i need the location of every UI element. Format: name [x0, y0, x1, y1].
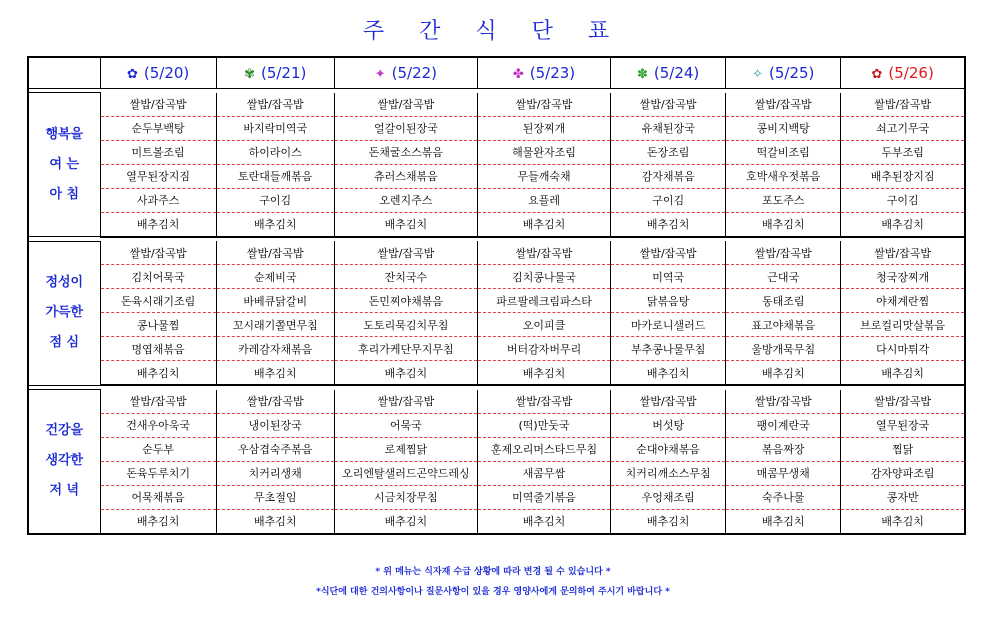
- menu-item: 배추김치: [334, 212, 477, 237]
- flower-icon: ✦: [374, 67, 386, 82]
- menu-item: 쌀밥/잡곡밥: [100, 93, 216, 117]
- date-header: [841, 57, 965, 89]
- menu-item: 미역줄기볶음: [477, 485, 610, 509]
- date-header-row: [28, 57, 965, 89]
- menu-item: 감자양파조림: [841, 461, 965, 485]
- meal-label-line: 점 심: [49, 335, 80, 350]
- menu-item: 돈육시래기조림: [100, 289, 216, 313]
- menu-item: 쌀밥/잡곡밥: [100, 241, 216, 265]
- menu-item: 무초절임: [216, 485, 334, 509]
- weekly-menu-table: [27, 56, 966, 535]
- menu-item: 포도주스: [726, 188, 841, 212]
- menu-item: 김치콩나물국: [477, 265, 610, 289]
- menu-item: 후리가케단무지무침: [334, 337, 477, 361]
- contact-note: *식단에 대한 건의사항이나 질문사항이 있을 경우 영양사에게 문의하여 주시기 바랍니다 *: [316, 587, 670, 597]
- date-label: (5/21): [260, 64, 307, 82]
- date-header: [611, 57, 726, 89]
- meal-label-line: 저 녁: [49, 483, 80, 499]
- menu-item: 미트볼조림: [100, 140, 216, 164]
- menu-item: 츄러스채볶음: [334, 164, 477, 188]
- menu-item: 도토리묵김치무침: [334, 313, 477, 337]
- menu-item: 쇠고기무국: [841, 116, 965, 140]
- menu-item: 콩비지백탕: [726, 116, 841, 140]
- menu-item: 치커리생채: [216, 461, 334, 485]
- menu-item: 쌀밥/잡곡밥: [726, 390, 841, 414]
- menu-item: 우엉채조림: [611, 485, 726, 509]
- menu-item: 콩나물찜: [100, 313, 216, 337]
- menu-item: 호박새우젓볶음: [726, 164, 841, 188]
- menu-item: 배추김치: [334, 509, 477, 534]
- menu-item: 쌀밥/잡곡밥: [334, 93, 477, 117]
- menu-item: 파르팔레크림파스타: [477, 289, 610, 313]
- dinner-row: [28, 390, 965, 414]
- lunch-label: [28, 241, 100, 385]
- menu-item: 콩자반: [841, 485, 965, 509]
- menu-item: 배추김치: [216, 212, 334, 237]
- menu-item: 배추김치: [216, 361, 334, 386]
- menu-item: 돈장조림: [611, 140, 726, 164]
- plant-icon: ✽: [636, 67, 648, 82]
- menu-item: 쌀밥/잡곡밥: [611, 93, 726, 117]
- menu-item: 열무된장국: [841, 413, 965, 437]
- menu-item: 배추김치: [100, 212, 216, 237]
- menu-item: 쌀밥/잡곡밥: [611, 390, 726, 414]
- menu-item: 쌀밥/잡곡밥: [726, 93, 841, 117]
- menu-item: 쌀밥/잡곡밥: [216, 390, 334, 414]
- lunch-row: [28, 313, 965, 337]
- menu-item: 훈제오리머스타드무침: [477, 437, 610, 461]
- date-label: (5/20): [143, 64, 190, 82]
- date-header: [216, 57, 334, 89]
- menu-item: 야채계란찜: [841, 289, 965, 313]
- meal-label-line: 건강을: [45, 423, 84, 439]
- menu-item: 토란대들깨볶음: [216, 164, 334, 188]
- breakfast-row: [28, 93, 965, 117]
- menu-item: 숙주나물: [726, 485, 841, 509]
- dinner-row: [28, 413, 965, 437]
- menu-item: 동태조림: [726, 289, 841, 313]
- menu-item: 쌀밥/잡곡밥: [216, 93, 334, 117]
- breakfast-label: [28, 93, 100, 237]
- menu-item: 바지락미역국: [216, 116, 334, 140]
- menu-item: 배추김치: [100, 361, 216, 386]
- menu-item: 카레감자채볶음: [216, 337, 334, 361]
- meal-label-line: 가득한: [45, 305, 84, 320]
- menu-item: 쌀밥/잡곡밥: [477, 93, 610, 117]
- menu-item: 요플레: [477, 188, 610, 212]
- menu-item: 돈채굴소스볶음: [334, 140, 477, 164]
- menu-item: 쌀밥/잡곡밥: [611, 241, 726, 265]
- meal-label-line: 정성이: [45, 275, 84, 290]
- menu-item: 잔치국수: [334, 265, 477, 289]
- turtle-icon: ✾: [244, 67, 255, 82]
- breakfast-row: [28, 140, 965, 164]
- paw-icon: ✿: [126, 67, 138, 82]
- meal-label-line: 여 는: [49, 156, 80, 172]
- menu-item: 얼갈이된장국: [334, 116, 477, 140]
- lunch-row: [28, 361, 965, 386]
- menu-item: 부추콩나물무침: [611, 337, 726, 361]
- menu-item: (떡)만둣국: [477, 413, 610, 437]
- menu-item: 배추김치: [611, 509, 726, 534]
- menu-item: 꼬시래기쫄면무침: [216, 313, 334, 337]
- lunch-row: [28, 337, 965, 361]
- date-label: (5/23): [529, 64, 576, 82]
- header-corner: [28, 57, 100, 89]
- menu-item: 청국장찌개: [841, 265, 965, 289]
- dinner-row: [28, 437, 965, 461]
- menu-item: 구이김: [611, 188, 726, 212]
- menu-item: 구이김: [216, 188, 334, 212]
- menu-item: 시금치장무침: [334, 485, 477, 509]
- menu-item: 배추김치: [841, 509, 965, 534]
- menu-item: 배추김치: [216, 509, 334, 534]
- menu-item: 사과주스: [100, 188, 216, 212]
- menu-item: 버터감자버무리: [477, 337, 610, 361]
- dinner-label: [28, 390, 100, 534]
- menu-item: 오이피클: [477, 313, 610, 337]
- menu-item: 구이김: [841, 188, 965, 212]
- menu-item: 유채된장국: [611, 116, 726, 140]
- menu-item: 쌀밥/잡곡밥: [477, 241, 610, 265]
- gift-icon: ✤: [512, 67, 524, 82]
- bear-icon: ✿: [871, 67, 883, 82]
- menu-item: 쌀밥/잡곡밥: [726, 241, 841, 265]
- dinner-row: [28, 485, 965, 509]
- menu-item: 쌀밥/잡곡밥: [334, 241, 477, 265]
- menu-item: 순두부백탕: [100, 116, 216, 140]
- menu-item: 바베큐닭갈비: [216, 289, 334, 313]
- menu-item: 근대국: [726, 265, 841, 289]
- menu-item: 쌀밥/잡곡밥: [477, 390, 610, 414]
- menu-item: 배추김치: [726, 509, 841, 534]
- menu-item: 오렌지주스: [334, 188, 477, 212]
- breakfast-row: [28, 212, 965, 237]
- menu-item: 열무된장지짐: [100, 164, 216, 188]
- menu-item: 순대야채볶음: [611, 437, 726, 461]
- menu-item: 치커리깨소스무침: [611, 461, 726, 485]
- menu-item: 배추김치: [726, 361, 841, 386]
- menu-change-note: * 위 메뉴는 식자재 수급 상황에 따라 변경 될 수 있습니다 *: [375, 567, 611, 577]
- menu-item: 배추김치: [841, 212, 965, 237]
- menu-item: 냉이된장국: [216, 413, 334, 437]
- cup-icon: ✧: [752, 67, 763, 82]
- lunch-row: [28, 265, 965, 289]
- menu-item: 배추김치: [726, 212, 841, 237]
- menu-item: 명엽채볶음: [100, 337, 216, 361]
- menu-item: 찜닭: [841, 437, 965, 461]
- date-header: [334, 57, 477, 89]
- date-header: [100, 57, 216, 89]
- menu-item: 마카로니샐러드: [611, 313, 726, 337]
- menu-item: 닭볶음탕: [611, 289, 726, 313]
- date-header: [477, 57, 610, 89]
- menu-item: 배추김치: [477, 509, 610, 534]
- date-label: (5/22): [391, 64, 438, 82]
- menu-item: 어묵채볶음: [100, 485, 216, 509]
- menu-item: 두부조림: [841, 140, 965, 164]
- page-title: 주 간 식 단 표: [362, 19, 624, 44]
- menu-item: 새콤무쌈: [477, 461, 610, 485]
- date-label: (5/24): [653, 64, 700, 82]
- menu-item: 다시마튀각: [841, 337, 965, 361]
- menu-item: 배추김치: [611, 212, 726, 237]
- menu-item: 돈육두루치기: [100, 461, 216, 485]
- menu-item: 쌀밥/잡곡밥: [334, 390, 477, 414]
- menu-item: 떡갈비조림: [726, 140, 841, 164]
- menu-item: 건새우아욱국: [100, 413, 216, 437]
- menu-item: 배추김치: [841, 361, 965, 386]
- menu-item: 쌀밥/잡곡밥: [841, 93, 965, 117]
- menu-item: 배추김치: [611, 361, 726, 386]
- menu-item: 순제비국: [216, 265, 334, 289]
- menu-item: 오리엔탈샐러드곤약드레싱: [334, 461, 477, 485]
- menu-item: 우삼겹숙주볶음: [216, 437, 334, 461]
- meal-label-line: 행복을: [45, 126, 84, 142]
- meal-label-line: 아 침: [49, 186, 80, 202]
- lunch-row: [28, 289, 965, 313]
- menu-item: 무들깨숙채: [477, 164, 610, 188]
- menu-item: 배추된장지짐: [841, 164, 965, 188]
- menu-item: 미역국: [611, 265, 726, 289]
- meal-label-line: 생각한: [45, 453, 84, 469]
- menu-item: 울방개묵무침: [726, 337, 841, 361]
- menu-item: 배추김치: [334, 361, 477, 386]
- menu-item: 볶음짜장: [726, 437, 841, 461]
- date-label: (5/25): [769, 64, 815, 82]
- lunch-row: [28, 241, 965, 265]
- menu-item: 김치어묵국: [100, 265, 216, 289]
- menu-item: 어묵국: [334, 413, 477, 437]
- menu-item: 돈민찌야채볶음: [334, 289, 477, 313]
- breakfast-row: [28, 164, 965, 188]
- menu-item: 쌀밥/잡곡밥: [100, 390, 216, 414]
- menu-item: 쌀밥/잡곡밥: [841, 241, 965, 265]
- breakfast-row: [28, 188, 965, 212]
- menu-item: 배추김치: [100, 509, 216, 534]
- menu-item: 브로컬리맛살볶음: [841, 313, 965, 337]
- menu-item: 로제찜닭: [334, 437, 477, 461]
- menu-item: 매콤무생채: [726, 461, 841, 485]
- menu-item: 표고야채볶음: [726, 313, 841, 337]
- menu-item: 쌀밥/잡곡밥: [216, 241, 334, 265]
- menu-item: 버섯탕: [611, 413, 726, 437]
- menu-item: 된장찌개: [477, 116, 610, 140]
- date-header: [726, 57, 841, 89]
- menu-item: 배추김치: [477, 212, 610, 237]
- menu-item: 해물완자조림: [477, 140, 610, 164]
- breakfast-row: [28, 116, 965, 140]
- dinner-row: [28, 461, 965, 485]
- dinner-row: [28, 509, 965, 534]
- menu-item: 배추김치: [477, 361, 610, 386]
- menu-item: 팽이계란국: [726, 413, 841, 437]
- date-label: (5/26): [888, 64, 934, 82]
- menu-item: 감자채볶음: [611, 164, 726, 188]
- menu-item: 순두부: [100, 437, 216, 461]
- menu-item: 하이라이스: [216, 140, 334, 164]
- menu-item: 쌀밥/잡곡밥: [841, 390, 965, 414]
